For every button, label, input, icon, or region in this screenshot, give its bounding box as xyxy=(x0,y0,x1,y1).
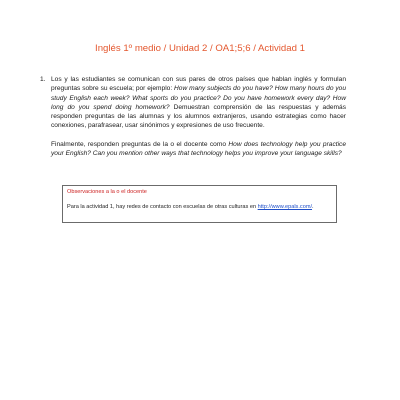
teacher-notes-body: Para la actividad 1, hay redes de contacto con escuelas de otras culturas en xyxy=(67,204,258,210)
activity-text-continued: Demuestran comprensión de las respuestas y además responden preguntas de las alumnas y los alumnos extranjeros, usando estrategias como hacer conexiones, parafrasear, usar sinónimos y expresiones de uso frecuente. xyxy=(51,103,346,130)
activity-paragraph-2 xyxy=(51,140,346,159)
activity-item xyxy=(40,75,347,158)
teacher-notes-text xyxy=(67,204,314,210)
teacher-notes-box xyxy=(62,185,337,223)
page-title: Inglés 1º medio / Unidad 2 / OA1;5;6 / Actividad 1 xyxy=(95,43,305,54)
epals-link[interactable]: http://www.epals.com/ xyxy=(257,204,313,210)
final-text-intro: Finalmente, responden preguntas de la o el docente como xyxy=(51,140,229,148)
activity-text-intro: Los y las estudiantes se comunican con sus pares de otros países que hablan inglés y formulan preguntas sobre su escuela; por ejemplo: xyxy=(51,76,346,93)
activity-number: 1. xyxy=(40,76,46,83)
teacher-notes-title: Observaciones a la o el docente xyxy=(67,189,147,195)
activity-paragraph-1 xyxy=(51,75,346,131)
example-questions: How many subjects do you have? How many hours do you study English each week? What sports do you practice? Do you have homework every day? How long do you spend doing homework? xyxy=(51,85,346,111)
teacher-notes-suffix: . xyxy=(312,204,314,210)
teacher-questions: How does technology help you practice your English? Can you mention other ways that technology helps you improve your language skills? xyxy=(51,140,347,158)
